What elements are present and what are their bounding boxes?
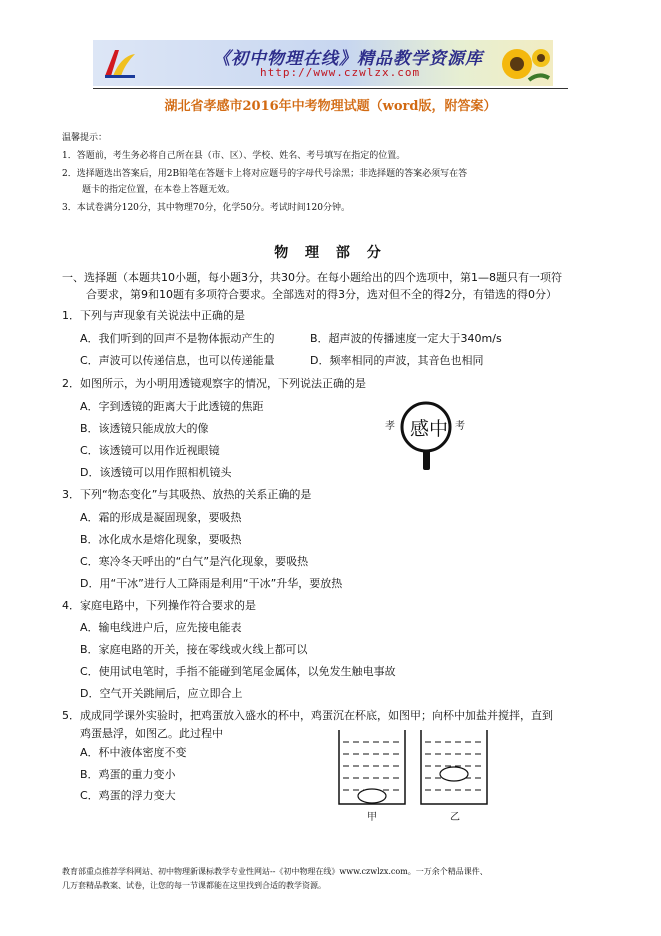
option: B．家庭电路的开关，接在零线或火线上都可以 — [80, 643, 308, 656]
option: C．声波可以传递信息，也可以传递能量 — [80, 354, 275, 367]
option: B．鸡蛋的重力变小 — [80, 768, 176, 781]
cup-yi — [421, 730, 487, 804]
option: C．该透镜可以用作近视眼镜 — [80, 444, 220, 457]
question-stem: 1．下列与声现象有关说法中正确的是 — [62, 309, 245, 322]
banner-url[interactable]: http://www.czwlzx.com — [260, 66, 421, 79]
question-stem: 鸡蛋悬浮，如图乙。此过程中 — [80, 727, 223, 740]
option: D．该透镜可以用作照相机镜头 — [80, 466, 232, 479]
cups-figure — [335, 728, 495, 810]
option: A．输电线进户后，应先接电能表 — [80, 621, 242, 634]
option: C．使用试电笔时，手指不能碰到笔尾金属体，以免发生触电事故 — [80, 665, 396, 678]
tips-heading: 温馨提示： — [62, 133, 108, 143]
magnified-text: 感中 — [409, 418, 448, 440]
question-stem: 3．下列“物态变化”与其吸热、放热的关系正确的是 — [62, 488, 312, 501]
sunflower-icon — [499, 44, 551, 84]
header-rule — [93, 88, 568, 89]
question-stem: 5．成成同学课外实验时，把鸡蛋放入盛水的杯中，鸡蛋沉在杯底，如图甲；向杯中加盐并搅拌，直到 — [62, 709, 553, 722]
site-logo-icon — [101, 46, 139, 80]
footer-line: 几万套精品教案、试卷，让您的每一节课都能在这里找到合适的教学资源。 — [62, 881, 326, 890]
instruction-line: 一、选择题（本题共10小题，每小题3分，共30分。在每小题给出的四个选项中，第1—8题只有一项符 — [62, 271, 562, 284]
option: D．频率相同的声波，其音色也相同 — [310, 354, 484, 367]
figure-label-yi: 乙 — [450, 812, 460, 823]
section-title: 物 理 部 分 — [274, 245, 387, 261]
tip-item: 1．答题前，考生务必将自己所在县（市、区）、学校、姓名、考号填写在指定的位置。 — [62, 151, 406, 161]
banner-title: 《初中物理在线》精品教学资源库 — [213, 49, 483, 69]
cup-jia — [339, 730, 405, 804]
option: A．我们听到的回声不是物体振动产生的 — [80, 332, 275, 345]
option: D．用“干冰”进行人工降雨是利用“干冰”升华，要放热 — [80, 577, 343, 590]
instruction-line: 合要求，第9和10题有多项符合要求。全部选对的得3分，选对但不全的得2分，有错选的得0分） — [86, 288, 557, 301]
option: A．字到透镜的距离大于此透镜的焦距 — [80, 400, 264, 413]
option: B．该透镜只能成放大的像 — [80, 422, 209, 435]
tip-item: 2．选择题选出答案后，用2B铅笔在答题卡上将对应题号的字母代号涂黑；非选择题的答案必须写在答 — [62, 169, 468, 179]
option: A．霜的形成是凝固现象，要吸热 — [80, 511, 242, 524]
site-banner — [93, 40, 553, 86]
option: C．鸡蛋的浮力变大 — [80, 789, 176, 802]
figure-label-jia: 甲 — [367, 812, 377, 823]
figure-char-left: 孝 — [385, 421, 395, 432]
option: D．空气开关跳闸后，应立即合上 — [80, 687, 243, 700]
tip-item: 题卡的指定位置，在本卷上答题无效。 — [82, 185, 236, 195]
option: C．寒冷冬天呼出的“白气”是汽化现象，要吸热 — [80, 555, 309, 568]
option: B．冰化成水是熔化现象，要吸热 — [80, 533, 242, 546]
question-stem: 2．如图所示，为小明用透镜观察字的情况，下列说法正确的是 — [62, 377, 366, 390]
footer-line: 教育部重点推荐学科网站、初中物理新课标教学专业性网站--《初中物理在线》www.czwlzx.com。一万余个精品课件、 — [62, 867, 488, 876]
question-stem: 4．家庭电路中，下列操作符合要求的是 — [62, 599, 256, 612]
document-title: 湖北省孝感市2016年中考物理试题（word版，附答案） — [164, 99, 497, 114]
option: A．杯中液体密度不变 — [80, 746, 187, 759]
figure-char-right: 考 — [455, 421, 465, 432]
tip-item: 3．本试卷满分120分，其中物理70分，化学50分。考试时间120分钟。 — [62, 203, 350, 213]
option: B．超声波的传播速度一定大于340m/s — [310, 332, 502, 345]
